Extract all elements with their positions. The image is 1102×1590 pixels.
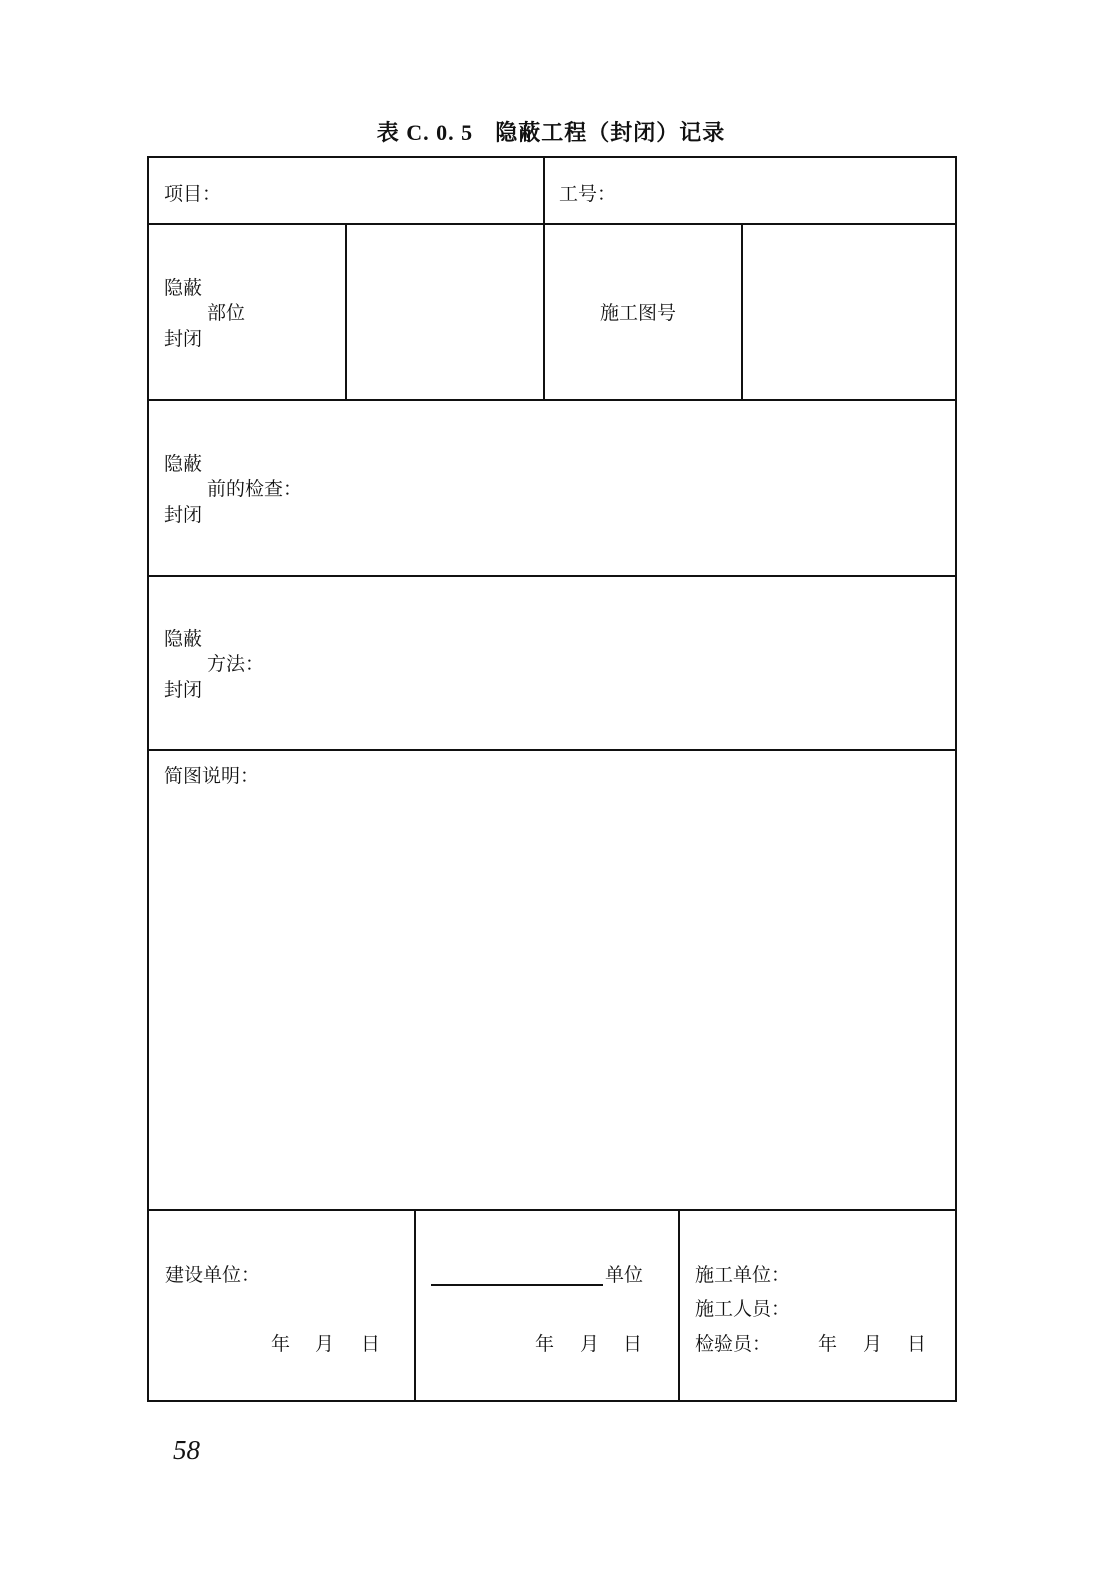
job-number-label: 工号： bbox=[559, 183, 617, 205]
row-divider bbox=[149, 1209, 955, 1211]
pre-inspection-value-field[interactable] bbox=[329, 408, 949, 568]
method-value-field[interactable] bbox=[299, 583, 949, 743]
job-number-value-field[interactable] bbox=[624, 168, 949, 216]
project-value-field[interactable] bbox=[229, 168, 534, 216]
form-title bbox=[0, 116, 1102, 147]
location-label-top: 隐蔽 bbox=[164, 277, 203, 299]
owner-date-day: 日 bbox=[361, 1333, 381, 1355]
contractor-unit-label: 施工单位： bbox=[695, 1264, 791, 1286]
method-label-top: 隐蔽 bbox=[164, 628, 203, 650]
column-divider bbox=[741, 223, 743, 401]
method-label: 方法： bbox=[207, 653, 265, 675]
project-label: 项目： bbox=[164, 183, 222, 205]
page-number: 58 bbox=[173, 1435, 200, 1465]
pre-inspection-label-bottom: 封闭 bbox=[164, 504, 203, 526]
pre-inspection-label-top: 隐蔽 bbox=[164, 453, 203, 475]
method-label-bottom: 封闭 bbox=[164, 679, 203, 701]
table-title-text: 隐蔽工程（封闭）记录 bbox=[495, 121, 726, 146]
owner-signature-field[interactable] bbox=[159, 1298, 409, 1328]
contractor-date-day: 日 bbox=[907, 1333, 927, 1355]
column-divider bbox=[543, 158, 545, 401]
other-date-month: 月 bbox=[580, 1333, 600, 1355]
owner-date-month: 月 bbox=[315, 1333, 335, 1355]
owner-date-year: 年 bbox=[271, 1333, 291, 1355]
unit-name-blank[interactable] bbox=[431, 1284, 603, 1286]
column-divider bbox=[678, 1209, 680, 1402]
construction-staff-label: 施工人员： bbox=[695, 1298, 791, 1320]
drawing-number-label: 施工图号 bbox=[600, 302, 677, 324]
inspector-label: 检验员： bbox=[695, 1333, 772, 1355]
row-divider bbox=[149, 223, 955, 225]
location-value-field[interactable] bbox=[349, 228, 539, 396]
row-divider bbox=[149, 575, 955, 577]
location-label-bottom: 封闭 bbox=[164, 328, 203, 350]
sketch-description-label: 简图说明： bbox=[164, 765, 260, 787]
table-code: 表 C. 0. 5 bbox=[376, 120, 474, 145]
sketch-area[interactable] bbox=[159, 798, 949, 1198]
row-divider bbox=[149, 749, 955, 751]
column-divider bbox=[345, 223, 347, 401]
contractor-date-month: 月 bbox=[863, 1333, 883, 1355]
contractor-date-year: 年 bbox=[818, 1333, 838, 1355]
record-form bbox=[147, 156, 957, 1402]
other-date-year: 年 bbox=[535, 1333, 555, 1355]
owner-unit-label: 建设单位： bbox=[165, 1264, 261, 1286]
column-divider bbox=[414, 1209, 416, 1402]
other-unit-label: 单位 bbox=[605, 1264, 644, 1286]
drawing-number-value-field[interactable] bbox=[745, 228, 951, 396]
row-divider bbox=[149, 399, 955, 401]
location-label: 部位 bbox=[207, 302, 246, 324]
other-date-day: 日 bbox=[623, 1333, 643, 1355]
pre-inspection-label: 前的检查： bbox=[207, 478, 303, 500]
